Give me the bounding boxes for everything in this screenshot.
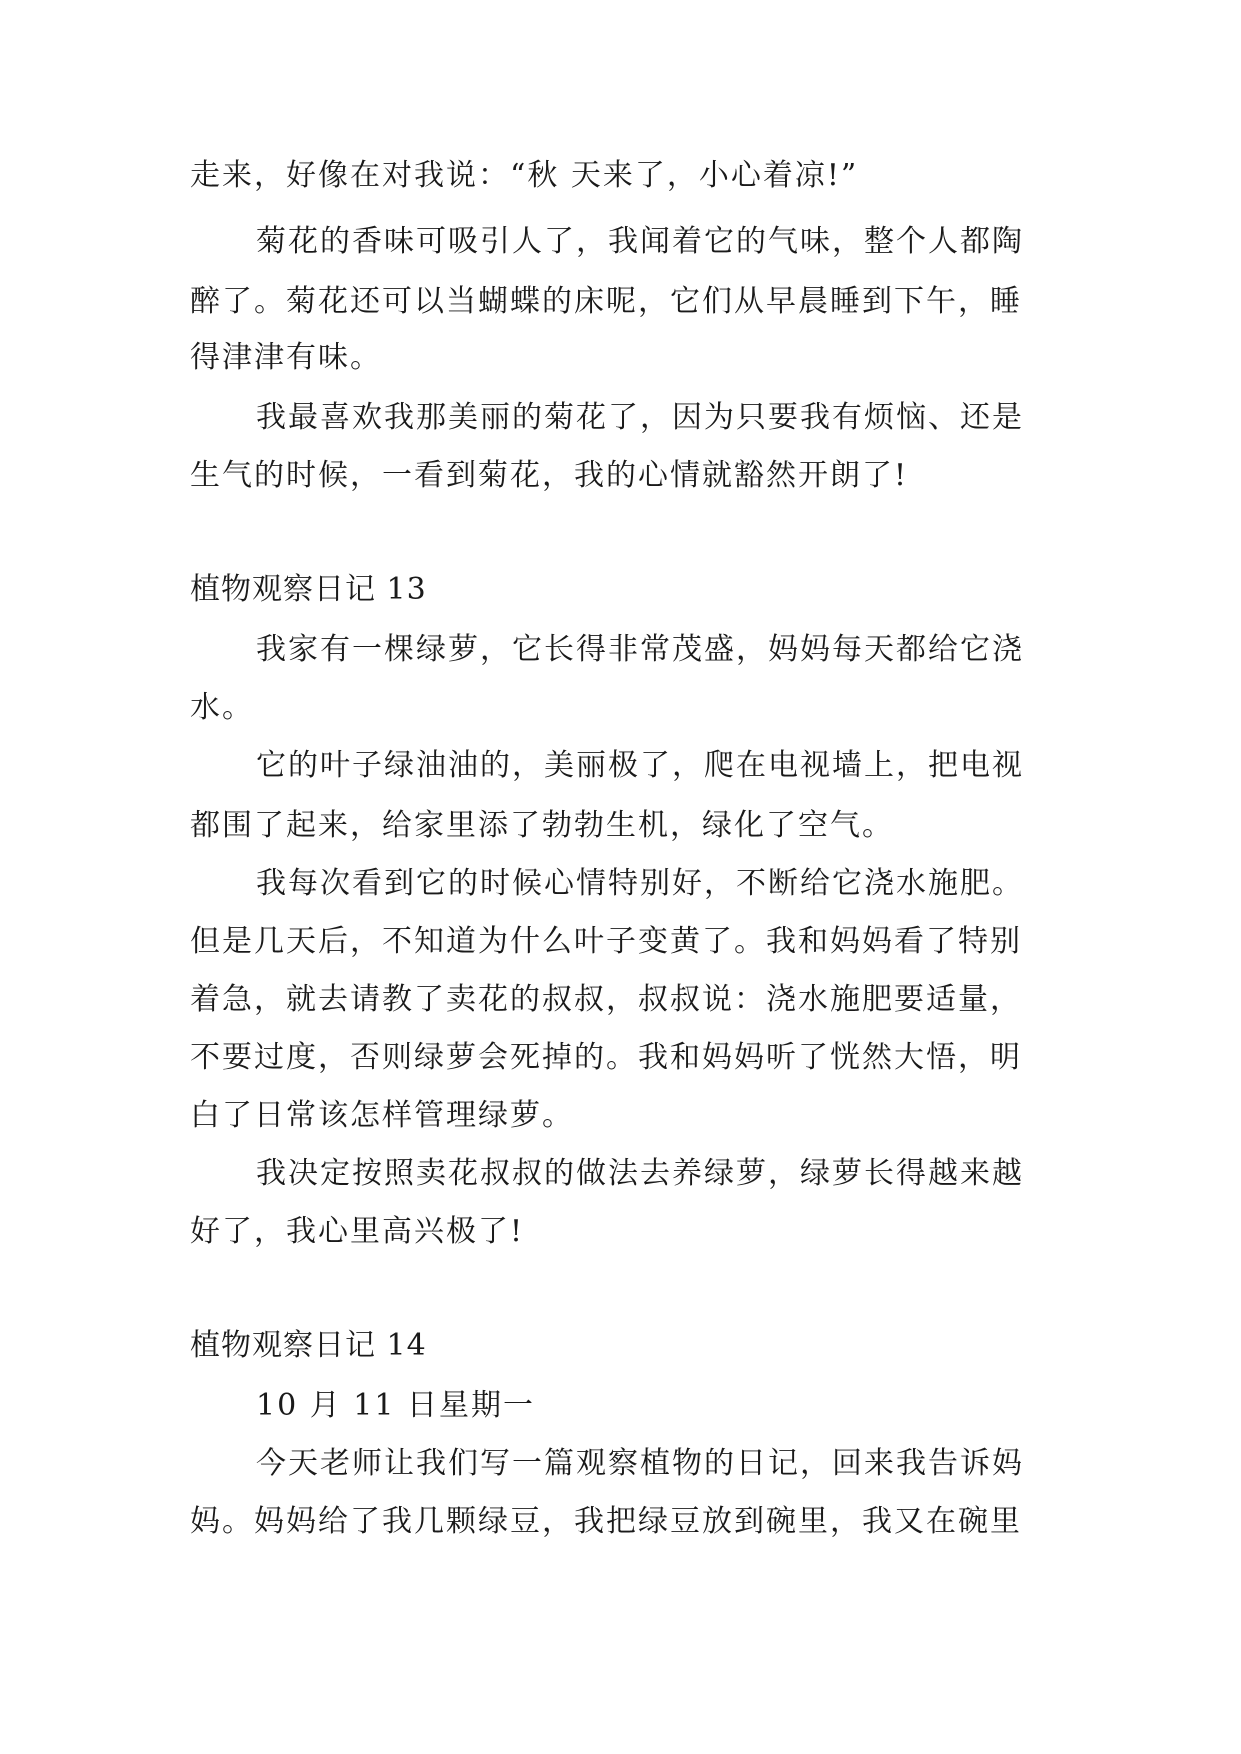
date-line: 10 月 11 日星期一: [256, 1388, 535, 1423]
text-line: 好了，我心里高兴极了!: [190, 1214, 525, 1249]
paragraph-start-line: 今天老师让我们写一篇观察植物的日记，回来我告诉妈: [256, 1446, 1024, 1481]
text-line: 着急，就去请教了卖花的叔叔，叔叔说：浇水施肥要适量，: [190, 982, 1022, 1017]
text-line: 但是几天后，不知道为什么叶子变黄了。我和妈妈看了特别: [190, 924, 1022, 959]
section-heading: 植物观察日记 13: [190, 572, 427, 607]
text-line: 妈。妈妈给了我几颗绿豆，我把绿豆放到碗里，我又在碗里: [190, 1504, 1022, 1539]
section-heading: 植物观察日记 14: [190, 1328, 427, 1363]
text-line: 生气的时候，一看到菊花，我的心情就豁然开朗了!: [190, 458, 909, 493]
text-line: 得津津有味。: [190, 340, 382, 375]
paragraph-start-line: 它的叶子绿油油的，美丽极了，爬在电视墙上，把电视: [256, 748, 1024, 783]
text-line: 醉了。菊花还可以当蝴蝶的床呢，它们从早晨睡到下午，睡: [190, 284, 1022, 319]
paragraph-start-line: 我每次看到它的时候心情特别好，不断给它浇水施肥。: [256, 866, 1024, 901]
text-line: 都围了起来，给家里添了勃勃生机，绿化了空气。: [190, 808, 894, 843]
paragraph-start-line: 我决定按照卖花叔叔的做法去养绿萝，绿萝长得越来越: [256, 1156, 1024, 1191]
paragraph-start-line: 我最喜欢我那美丽的菊花了，因为只要我有烦恼、还是: [256, 400, 1024, 435]
text-line: 水。: [190, 690, 254, 725]
text-line: 走来，好像在对我说：“秋 天来了，小心着凉!”: [190, 158, 859, 193]
paragraph-start-line: 我家有一棵绿萝，它长得非常茂盛，妈妈每天都给它浇: [256, 632, 1024, 667]
text-line: 不要过度，否则绿萝会死掉的。我和妈妈听了恍然大悟，明: [190, 1040, 1022, 1075]
text-line: 白了日常该怎样管理绿萝。: [190, 1098, 574, 1133]
paragraph-start-line: 菊花的香味可吸引人了，我闻着它的气味，整个人都陶: [256, 224, 1024, 259]
